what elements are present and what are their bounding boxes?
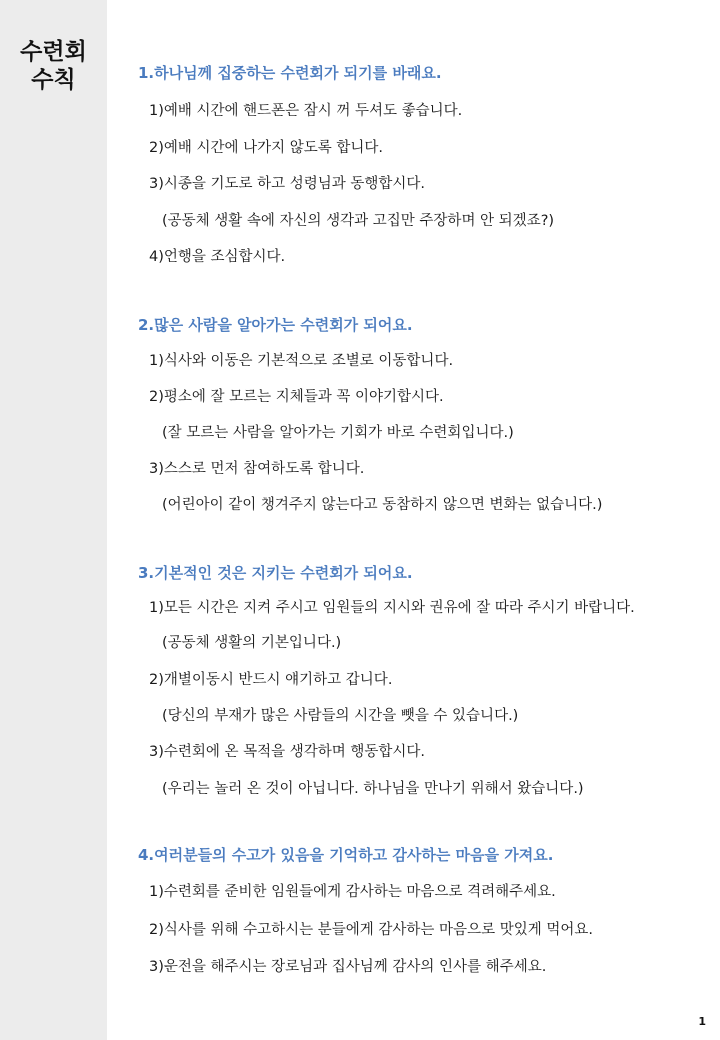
section-1-item-4: 4)언행을 조심합시다.: [149, 249, 286, 265]
section-3-note-2: (당신의 부재가 많은 사람들의 시간을 뺏을 수 있습니다.): [162, 708, 519, 724]
section-3-note-3: (우리는 놀러 온 것이 아닙니다. 하나님을 만나기 위해서 왔습니다.): [162, 781, 584, 797]
section-3-item-2: 2)개별이동시 반드시 얘기하고 갑니다.: [149, 672, 393, 688]
section-1-item-1: 1)예배 시간에 핸드폰은 잠시 꺼 두셔도 좋습니다.: [149, 103, 463, 119]
section-2-item-1: 1)식사와 이동은 기본적으로 조별로 이동합니다.: [149, 353, 454, 369]
page-number: 1: [698, 1015, 706, 1028]
section-3-title: 3.기본적인 것은 지키는 수련회가 되어요.: [138, 564, 413, 582]
sidebar-title-line1: 수련회: [20, 39, 87, 65]
section-2-title: 2.많은 사람을 알아가는 수련회가 되어요.: [138, 316, 413, 334]
section-3-note-1: (공동체 생활의 기본입니다.): [162, 635, 342, 651]
section-2-item-3: 3)스스로 먼저 참여하도록 합니다.: [149, 461, 365, 477]
section-4-item-1: 1)수련회를 준비한 임원들에게 감사하는 마음으로 격려해주세요.: [149, 884, 556, 900]
section-4-item-2: 2)식사를 위해 수고하시는 분들에게 감사하는 마음으로 맛있게 먹어요.: [149, 922, 593, 938]
section-3-item-1: 1)모든 시간은 지켜 주시고 임원들의 지시와 권유에 잘 따라 주시기 바랍니다.: [149, 600, 635, 616]
sidebar-title-line2: 수칙: [31, 67, 76, 93]
section-2-note-1: (잘 모르는 사람을 알아가는 기회가 바로 수련회입니다.): [162, 425, 514, 441]
section-2-item-2: 2)평소에 잘 모르는 지체들과 꼭 이야기합시다.: [149, 389, 444, 405]
section-3-item-3: 3)수련회에 온 목적을 생각하며 행동합시다.: [149, 744, 426, 760]
section-4-title: 4.여러분들의 수고가 있음을 기억하고 감사하는 마음을 가져요.: [138, 846, 554, 864]
section-1-note-1: (공동체 생활 속에 자신의 생각과 고집만 주장하며 안 되겠죠?): [162, 213, 555, 229]
section-1-item-3: 3)시종을 기도로 하고 성령님과 동행합시다.: [149, 176, 426, 192]
section-1-item-2: 2)예배 시간에 나가지 않도록 합니다.: [149, 140, 384, 156]
section-2-note-2: (어린아이 같이 챙겨주지 않는다고 동참하지 않으면 변화는 없습니다.): [162, 497, 603, 513]
section-1-title: 1.하나님께 집중하는 수련회가 되기를 바래요.: [138, 64, 442, 82]
section-4-item-3: 3)운전을 해주시는 장로님과 집사님께 감사의 인사를 해주세요.: [149, 959, 547, 975]
